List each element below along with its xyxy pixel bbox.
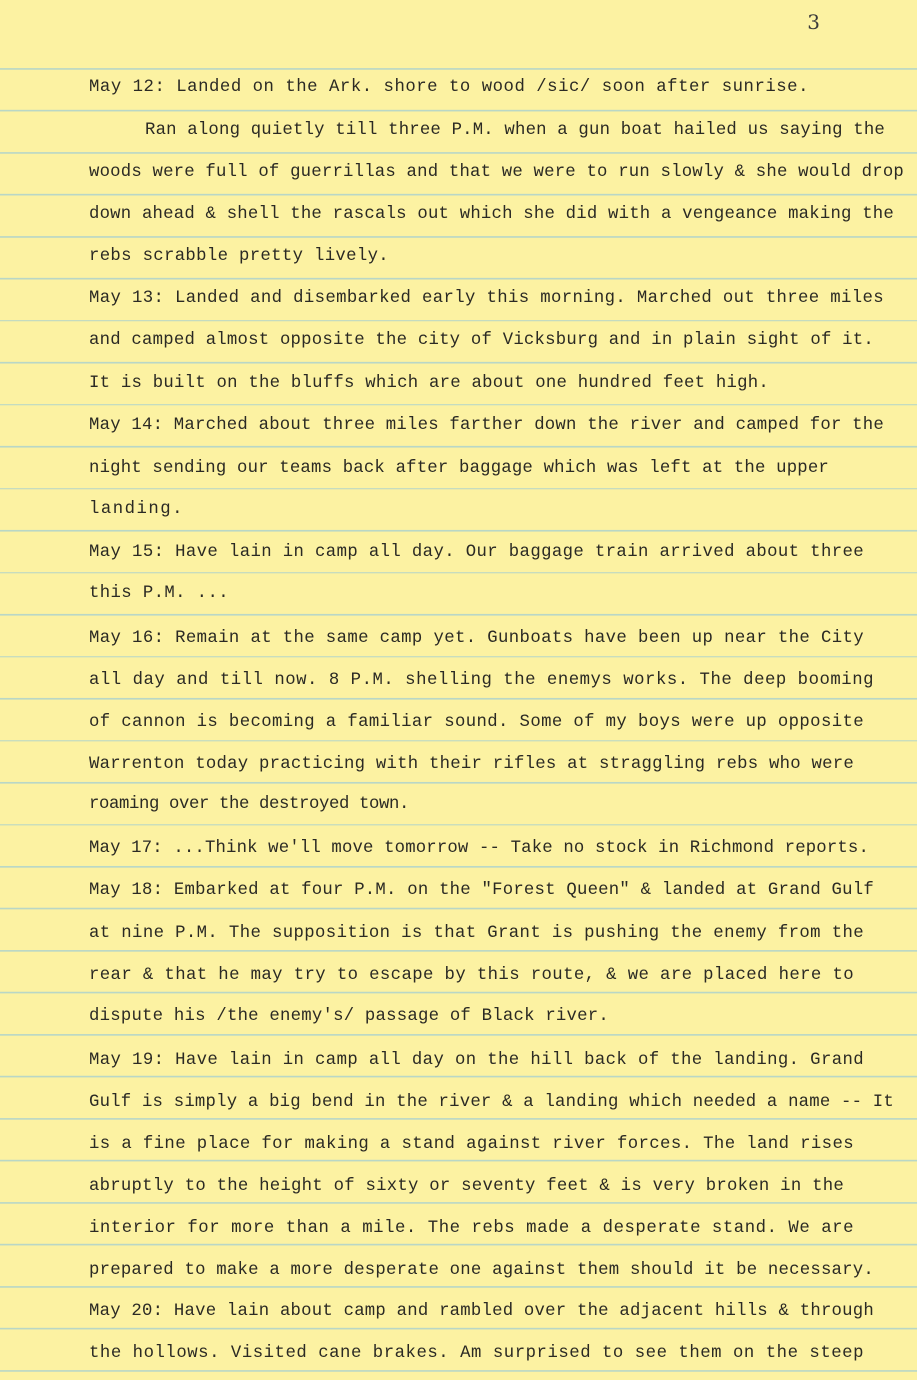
text-line: interior for more than a mile. The rebs made a desperate stand. We are [89,1219,854,1238]
text-line: May 19: Have lain in camp all day on the hill back of the landing. Grand [89,1051,864,1070]
text-line: down ahead & shell the rascals out which she did with a vengeance making the [89,205,894,224]
text-line: night sending our teams back after baggage which was left at the upper [89,459,829,478]
text-line: May 12: Landed on the Ark. shore to wood /sic/ soon after sunrise. [89,78,809,97]
text-line: May 18: Embarked at four P.M. on the "Forest Queen" & landed at Grand Gulf [89,881,874,900]
text-line: woods were full of guerrillas and that we were to run slowly & she would drop [89,163,904,182]
text-line: May 15: Have lain in camp all day. Our baggage train arrived about three [89,543,864,562]
text-line: May 16: Remain at the same camp yet. Gunboats have been up near the City [89,629,864,648]
text-line: May 13: Landed and disembarked early this morning. Marched out three miles [89,289,884,308]
text-line: May 17: ...Think we'll move tomorrow -- Take no stock in Richmond reports. [89,839,869,858]
page-number: 3 [807,10,820,34]
text-line: Gulf is simply a big bend in the river & a landing which needed a name -- It [89,1093,894,1112]
text-line: prepared to make a more desperate one against them should it be necessary. [89,1261,874,1280]
text-line: Ran along quietly till three P.M. when a gun boat hailed us saying the [145,121,885,140]
text-line: roaming over the destroyed town. [89,795,409,814]
text-line: dispute his /the enemy's/ passage of Black river. [89,1007,609,1026]
text-line: the hollows. Visited cane brakes. Am surprised to see them on the steep [89,1344,864,1363]
text-line: rebs scrabble pretty lively. [89,247,389,266]
text-line: May 14: Marched about three miles farther down the river and camped for the [89,416,884,435]
text-line: this P.M. ... [89,584,229,603]
text-line: Warrenton today practicing with their rifles at straggling rebs who were [89,755,854,774]
text-line: landing. [89,500,184,519]
text-line: of cannon is becoming a familiar sound. Some of my boys were up opposite [89,713,864,732]
text-line: rear & that he may try to escape by this route, & we are placed here to [89,966,854,985]
text-line: and camped almost opposite the city of Vicksburg and in plain sight of it. [89,331,874,350]
text-line: is a fine place for making a stand against river forces. The land rises [89,1135,854,1154]
text-line: at nine P.M. The supposition is that Grant is pushing the enemy from the [89,924,864,943]
text-line: May 20: Have lain about camp and rambled over the adjacent hills & through [89,1302,874,1321]
text-line: all day and till now. 8 P.M. shelling the enemys works. The deep booming [89,671,874,690]
text-line: It is built on the bluffs which are about one hundred feet high. [89,374,769,393]
text-line: abruptly to the height of sixty or seventy feet & is very broken in the [89,1177,844,1196]
